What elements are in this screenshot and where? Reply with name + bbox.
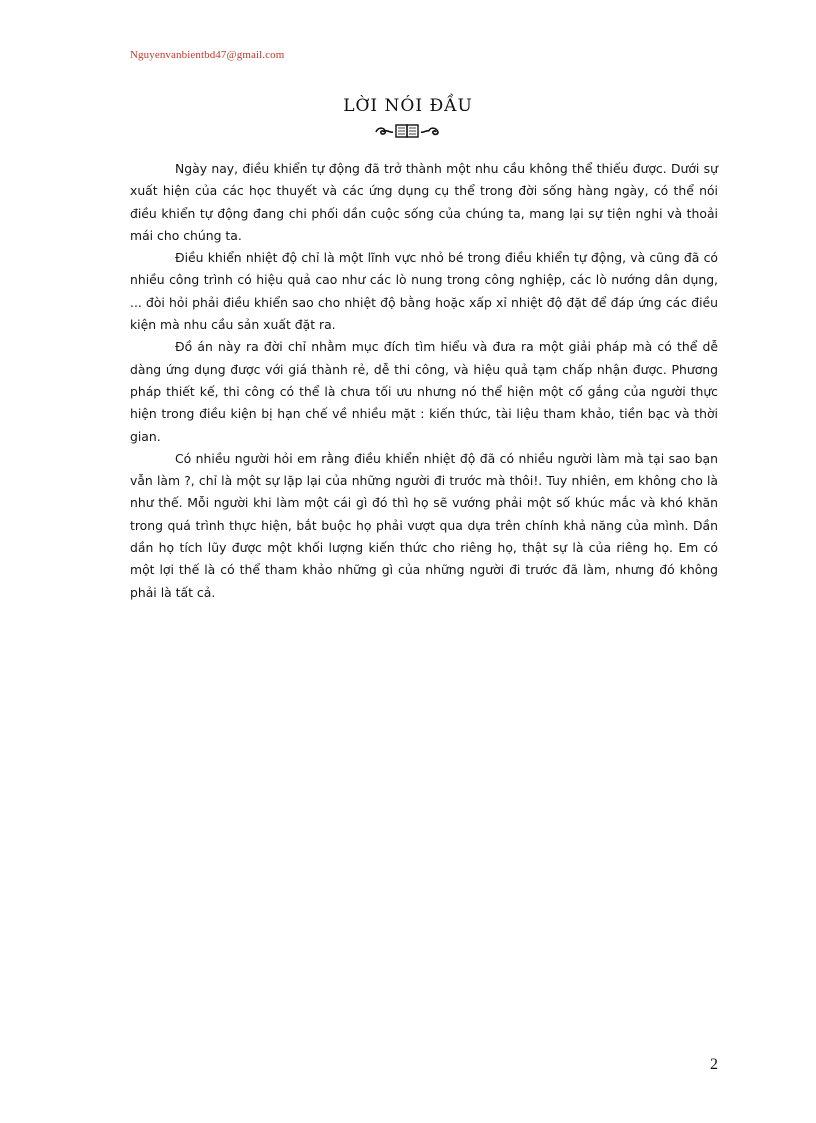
paragraph-motivation: Có nhiều người hỏi em rằng điều khiển nhiệt độ đã có nhiều người làm mà tại sao bạn vẫn làm ?, chỉ là một sự lặp lại của những người đi trước mà thôi!. Tuy nhiên, em không cho là như thế. Mỗi người khi làm một cái gì đó thì họ sẽ vướng phải một số khúc mắc và khó khăn trong quá trình thực hiện, bắt buộc họ phải vượt qua dựa trên chính khả năng của mình. Dần dần họ tích lũy được một khối lượng kiến thức cho riêng họ, thật sự là của riêng họ. Em có một lợi thế là có thể tham khảo những gì của những người đi trước đã làm, nhưng đó không phải là tất cả. (130, 450, 718, 600)
body-text (130, 158, 718, 604)
paragraph-intro: Ngày nay, điều khiển tự động đã trở thành một nhu cầu không thể thiếu được. Dưới sự xuất hiện của các học thuyết và các ứng dụng cụ thể trong đời sống hàng ngày, có thể nói điều khiển tự động đang chi phối dần cuộc sống của chúng ta, mang lại sự tiện nghi và thoải mái cho chúng ta. (130, 161, 718, 243)
header-email: Nguyenvanbientbd47@gmail.com (130, 49, 285, 61)
title-block (0, 96, 816, 140)
paragraph-temperature-control: Điều khiển nhiệt độ chỉ là một lĩnh vực nhỏ bé trong điều khiển tự động, và cũng đã có nhiều công trình có hiệu quả cao như các lò nung trong công nghiệp, các lò nướng dân dụng, ... đòi hỏi phải điều khiển sao cho nhiệt độ bằng hoặc xấp xỉ nhiệt độ đặt để đáp ứng các điều kiện mà nhu cầu sản xuất đặt ra. (130, 250, 718, 333)
page-title: LỜI NÓI ĐẦU (343, 96, 473, 116)
page-number: 2 (710, 1056, 718, 1073)
paragraph-project-purpose: Đồ án này ra đời chỉ nhằm mục đích tìm hiểu và đưa ra một giải pháp mà có thể dễ dàng ứng dụng được với giá thành rẻ, dễ thi công, và hiệu quả tạm chấp nhận được. Phương pháp thiết kế, thi công có thể là chưa tối ưu nhưng nó thể hiện một cố gắng của người thực hiện trong điều kiện bị hạn chế về nhiều mặt : kiến thức, tài liệu tham khảo, tiền bạc và thời gian. (130, 339, 718, 444)
book-ornament-icon (0, 122, 816, 140)
